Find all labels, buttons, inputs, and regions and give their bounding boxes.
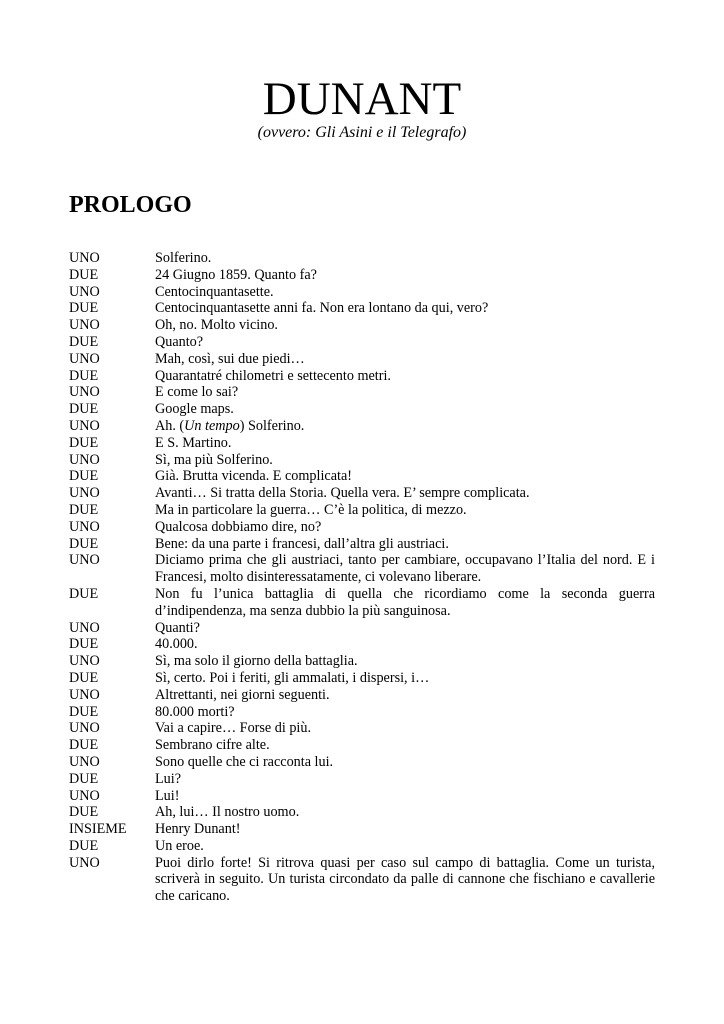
- speech-text: E come lo sai?: [155, 384, 239, 401]
- dialogue-line: [69, 284, 655, 301]
- speech-text: Sì, ma più Solferino.: [155, 451, 273, 468]
- dialogue-line: [69, 771, 655, 788]
- dialogue: [69, 250, 655, 905]
- speech-text: Sì, ma solo il giorno della battaglia.: [155, 653, 358, 670]
- dialogue-line: [69, 687, 655, 704]
- speech-text: Qualcosa dobbiamo dire, no?: [155, 518, 322, 535]
- dialogue-line: [69, 300, 655, 317]
- speech-text: Lui?: [155, 770, 181, 787]
- dialogue-line: [69, 351, 655, 368]
- speaker-name: DUE: [69, 468, 99, 485]
- speaker-name: UNO: [69, 250, 100, 266]
- speech-text: 40.000.: [155, 636, 198, 653]
- speech-text: Quanti?: [155, 619, 200, 636]
- dialogue-line: [69, 519, 655, 536]
- dialogue-line: [69, 485, 655, 502]
- speaker-name: UNO: [69, 384, 100, 401]
- speaker-name: DUE: [69, 585, 99, 602]
- speech-text: Quarantatré chilometri e settecento metri.: [155, 367, 391, 384]
- speech-text: Oh, no. Molto vicino.: [155, 317, 278, 334]
- speaker-name: DUE: [69, 367, 99, 384]
- speaker-name: DUE: [69, 636, 99, 653]
- speech-text: Non fu l’unica battaglia di quella che ricordiamo come la seconda guerra d’indipendenza, ma senza dubbio la più sanguinosa.: [155, 585, 655, 619]
- speaker-name: DUE: [69, 501, 99, 518]
- dialogue-line: [69, 653, 655, 670]
- dialogue-line: [69, 317, 655, 334]
- speech-text: Ah, lui… Il nostro uomo.: [155, 804, 300, 821]
- speaker-name: UNO: [69, 283, 100, 300]
- dialogue-line: [69, 502, 655, 519]
- dialogue-line: [69, 384, 655, 401]
- speech-text: Quanto?: [155, 333, 204, 350]
- speaker-name: DUE: [69, 434, 99, 451]
- speaker-name: DUE: [69, 770, 99, 787]
- speaker-name: DUE: [69, 401, 99, 418]
- speech-text: Google maps.: [155, 401, 234, 418]
- speaker-name: DUE: [69, 300, 99, 317]
- dialogue-line: [69, 334, 655, 351]
- document-subtitle: (ovvero: Gli Asini e il Telegrafo): [257, 124, 467, 141]
- dialogue-line: [69, 468, 655, 485]
- speaker-name: UNO: [69, 317, 100, 334]
- dialogue-line: [69, 788, 655, 805]
- dialogue-line: [69, 435, 655, 452]
- speech-text: Ma in particolare la guerra… C’è la politica, di mezzo.: [155, 501, 467, 518]
- dialogue-line: [69, 620, 655, 637]
- speaker-name: DUE: [69, 266, 99, 283]
- speaker-name: DUE: [69, 737, 99, 754]
- speech-text: Sembrano cifre alte.: [155, 737, 270, 754]
- speaker-name: DUE: [69, 669, 99, 686]
- speech-text: Henry Dunant!: [155, 821, 241, 838]
- stage-direction: Un tempo: [184, 417, 240, 434]
- speaker-name: UNO: [69, 485, 100, 502]
- speaker-name: UNO: [69, 619, 100, 636]
- dialogue-line: [69, 418, 655, 435]
- speech-text: [155, 418, 655, 435]
- speech-text: Già. Brutta vicenda. E complicata!: [155, 468, 352, 485]
- speech-text: Un eroe.: [155, 837, 204, 854]
- speech-text: Centocinquantasette.: [155, 283, 274, 300]
- speaker-name: UNO: [69, 518, 100, 535]
- speech-text-part: ) Solferino.: [239, 417, 305, 434]
- dialogue-line: [69, 704, 655, 721]
- dialogue-line: [69, 401, 655, 418]
- speech-text: Altrettanti, nei giorni seguenti.: [155, 686, 330, 703]
- dialogue-line: [69, 267, 655, 284]
- speaker-name: UNO: [69, 720, 100, 737]
- speech-text: Bene: da una parte i francesi, dall’altra gli austriaci.: [155, 535, 449, 552]
- document-title: DUNANT: [262, 73, 462, 125]
- speaker-name: UNO: [69, 686, 100, 703]
- speech-text: E S. Martino.: [155, 434, 232, 451]
- dialogue-line: [69, 452, 655, 469]
- speaker-name: DUE: [69, 804, 99, 821]
- speaker-name: UNO: [69, 854, 100, 871]
- speaker-name: DUE: [69, 535, 99, 552]
- speech-text: Solferino.: [155, 250, 212, 266]
- speaker-name: UNO: [69, 787, 100, 804]
- dialogue-line: [69, 552, 655, 586]
- speaker-name: INSIEME: [69, 821, 127, 838]
- speech-text: Diciamo prima che gli austriaci, tanto per cambiare, occupavano l’Italia del nord. E i Francesi, molto disinteressatamente, ci volevano liberare.: [155, 552, 655, 586]
- speech-text-part: Ah. (: [155, 417, 185, 434]
- speaker-name: UNO: [69, 653, 100, 670]
- dialogue-line: [69, 636, 655, 653]
- section-heading: PROLOGO: [69, 192, 192, 218]
- speech-text: Sì, certo. Poi i feriti, gli ammalati, i dispersi, i…: [155, 669, 430, 686]
- speech-text: Sono quelle che ci racconta lui.: [155, 753, 334, 770]
- dialogue-line: [69, 250, 655, 267]
- speaker-name: UNO: [69, 552, 100, 569]
- dialogue-line: [69, 821, 655, 838]
- speech-text: Puoi dirlo forte! Si ritrova quasi per caso sul campo di battaglia. Come un turista, scriverà in seguito. Un turista circondato da palle di cannone che fischiano e cavallerie che caricano.: [155, 854, 655, 905]
- dialogue-line: [69, 720, 655, 737]
- speaker-name: UNO: [69, 350, 100, 367]
- dialogue-line: [69, 804, 655, 821]
- speech-text: Mah, così, sui due piedi…: [155, 350, 305, 367]
- speech-text: Centocinquantasette anni fa. Non era lontano da qui, vero?: [155, 300, 489, 317]
- speech-text: Lui!: [155, 787, 180, 804]
- speech-text: Avanti… Si tratta della Storia. Quella vera. E’ sempre complicata.: [155, 485, 530, 502]
- speaker-name: UNO: [69, 451, 100, 468]
- dialogue-line: [69, 586, 655, 620]
- speech-text: 80.000 morti?: [155, 703, 235, 720]
- speech-text: Vai a capire… Forse di più.: [155, 720, 312, 737]
- dialogue-line: [69, 536, 655, 553]
- speaker-name: UNO: [69, 417, 100, 434]
- dialogue-line: [69, 855, 655, 905]
- speaker-name: DUE: [69, 333, 99, 350]
- dialogue-line: [69, 838, 655, 855]
- dialogue-line: [69, 368, 655, 385]
- speech-text: 24 Giugno 1859. Quanto fa?: [155, 266, 317, 283]
- dialogue-line: [69, 737, 655, 754]
- dialogue-line: [69, 670, 655, 687]
- dialogue-line: [69, 754, 655, 771]
- speaker-name: UNO: [69, 753, 100, 770]
- speaker-name: DUE: [69, 837, 99, 854]
- speaker-name: DUE: [69, 703, 99, 720]
